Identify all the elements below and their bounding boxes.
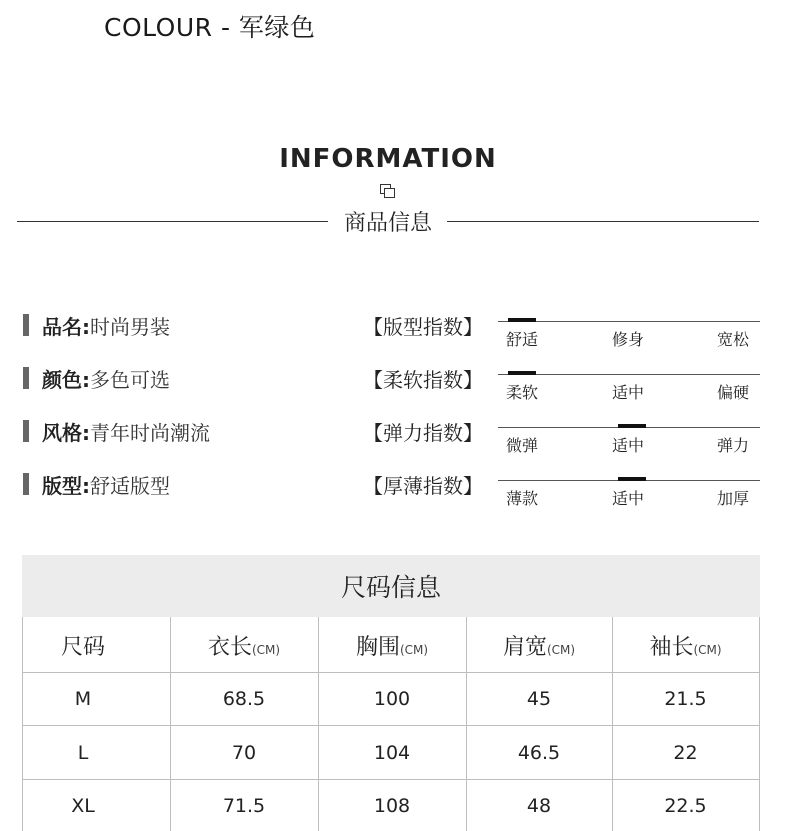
scale-marker	[618, 424, 646, 428]
table-cell: 108	[373, 795, 411, 817]
table-header-cell: 尺码	[60, 635, 105, 660]
table-header-cell: 袖长(CM)	[649, 635, 722, 660]
table-cell: 104	[373, 742, 411, 764]
attribute-value: 时尚男装	[90, 314, 170, 339]
table-cell: 48	[526, 795, 552, 817]
bullet-bar	[23, 367, 29, 389]
bullet-bar	[23, 473, 29, 495]
divider-left	[17, 221, 328, 222]
index-scale	[498, 319, 760, 349]
size-table-title: 尺码信息	[340, 573, 441, 602]
colour-label: COLOUR - 军绿色	[104, 13, 316, 42]
table-header-cell: 肩宽(CM)	[502, 635, 576, 660]
table-cell: 46.5	[517, 742, 561, 764]
attribute-key: 版型:	[42, 473, 90, 498]
table-cell: L	[77, 742, 89, 764]
table-border	[22, 779, 760, 780]
scale-label: 适中	[612, 489, 645, 508]
attribute-key: 颜色:	[42, 367, 90, 392]
information-title: INFORMATION	[279, 144, 497, 174]
attribute-row	[23, 314, 170, 339]
attribute-key: 品名:	[42, 314, 90, 339]
table-cell: M	[74, 688, 92, 710]
scale-label: 适中	[612, 383, 645, 402]
table-border	[22, 672, 760, 673]
bullet-bar	[23, 420, 29, 442]
scale-label: 薄款	[506, 489, 539, 508]
scale-marker	[618, 477, 646, 481]
table-border	[22, 725, 760, 726]
bullet-bar	[23, 314, 29, 336]
table-cell: XL	[71, 795, 95, 817]
attribute-value: 多色可选	[90, 367, 170, 392]
table-header-cell: 胸围(CM)	[355, 635, 429, 660]
table-cell: 100	[373, 688, 411, 710]
attribute-value: 青年时尚潮流	[90, 420, 210, 445]
table-header-cell: 衣长(CM)	[207, 635, 281, 660]
index-label: 【柔软指数】	[363, 368, 483, 392]
scale-label: 舒适	[506, 330, 539, 349]
scale-label: 宽松	[717, 330, 750, 349]
table-cell: 45	[526, 688, 552, 710]
index-label: 【厚薄指数】	[363, 474, 483, 498]
scale-label: 弹力	[717, 436, 750, 455]
scale-line	[498, 321, 760, 322]
table-border	[759, 617, 760, 831]
index-label: 【弹力指数】	[363, 421, 483, 445]
attribute-value: 舒适版型	[90, 473, 170, 498]
index-scale	[498, 425, 760, 455]
attribute-row	[23, 420, 210, 445]
information-subtitle: 商品信息	[343, 211, 432, 236]
scale-marker	[508, 371, 536, 375]
scale-label: 偏硬	[717, 383, 750, 402]
index-label: 【版型指数】	[363, 315, 483, 339]
table-cell: 68.5	[222, 688, 266, 710]
table-cell: 22	[673, 742, 698, 764]
scale-line	[498, 374, 760, 375]
scale-label: 适中	[612, 436, 645, 455]
scale-label: 微弹	[506, 436, 539, 455]
divider-right	[447, 221, 759, 222]
table-cell: 71.5	[222, 795, 266, 817]
index-scale	[498, 372, 760, 402]
index-scale	[498, 478, 760, 508]
table-cell: 70	[231, 742, 257, 764]
attribute-key: 风格:	[42, 420, 90, 445]
table-cell: 21.5	[664, 688, 707, 710]
attribute-row	[23, 473, 170, 498]
attribute-row	[23, 367, 170, 392]
size-table-title-bar	[22, 555, 760, 617]
table-cell: 22.5	[664, 795, 707, 817]
scale-marker	[508, 318, 536, 322]
scale-label: 修身	[612, 330, 645, 349]
scale-label: 柔软	[506, 383, 539, 402]
scale-label: 加厚	[717, 489, 750, 508]
layers-icon	[380, 184, 396, 198]
